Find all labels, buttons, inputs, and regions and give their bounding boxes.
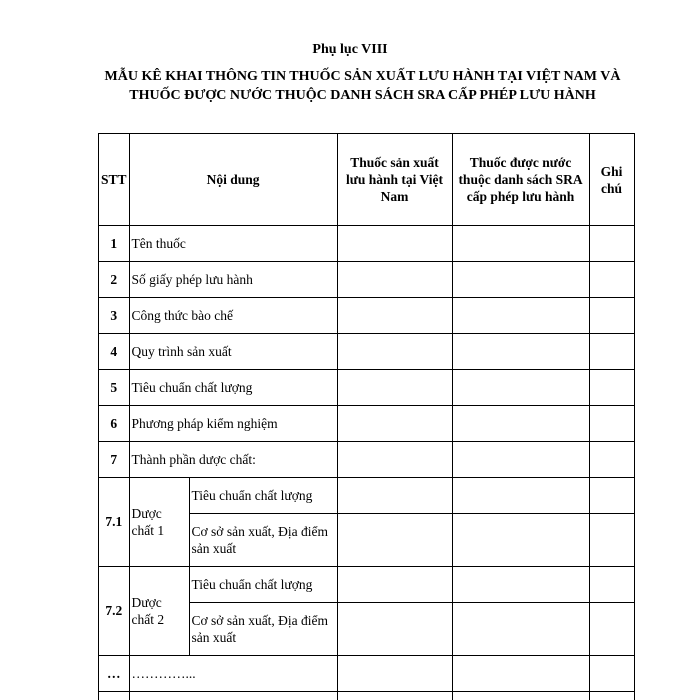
row-number: 1 [99, 226, 130, 262]
note-cell[interactable] [589, 334, 634, 370]
group-name: Dược chất 2 [129, 567, 189, 656]
vietnam-cell[interactable] [337, 478, 452, 514]
vietnam-cell[interactable] [337, 442, 452, 478]
note-cell[interactable] [589, 656, 634, 692]
row-number: … [99, 656, 130, 692]
vietnam-cell[interactable] [337, 514, 452, 567]
table-row [99, 567, 635, 603]
row-number: 6 [99, 406, 130, 442]
group-item: Tiêu chuẩn chất lượng [189, 478, 337, 514]
group-item: Cơ sở sản xuất, Địa điểm sản xuất [189, 603, 337, 656]
table-row [99, 478, 635, 514]
row-number: 3 [99, 298, 130, 334]
table-row [99, 656, 635, 692]
row-content: Tiêu chuẩn chất lượng [129, 370, 337, 406]
row-content: Quy trình sản xuất [129, 334, 337, 370]
header-stt: STT [99, 134, 130, 226]
vietnam-cell[interactable] [337, 226, 452, 262]
note-cell[interactable] [589, 442, 634, 478]
table-row [99, 262, 635, 298]
table-row [99, 370, 635, 406]
note-cell[interactable] [589, 406, 634, 442]
header-vietnam: Thuốc sản xuất lưu hành tại Việt Nam [337, 134, 452, 226]
header-note: Ghi chú [589, 134, 634, 226]
vietnam-cell[interactable] [337, 262, 452, 298]
table-row [99, 226, 635, 262]
group-item: Tiêu chuẩn chất lượng [189, 567, 337, 603]
declaration-table [98, 133, 635, 700]
header-content: Nội dung [129, 134, 337, 226]
note-cell[interactable] [589, 226, 634, 262]
sra-cell[interactable] [452, 603, 589, 656]
row-content [129, 692, 337, 700]
vietnam-cell[interactable] [337, 603, 452, 656]
row-number: 4 [99, 334, 130, 370]
vietnam-cell[interactable] [337, 656, 452, 692]
sra-cell[interactable] [452, 442, 589, 478]
note-cell[interactable] [589, 370, 634, 406]
table-row [99, 334, 635, 370]
note-cell[interactable] [589, 298, 634, 334]
sra-cell[interactable] [452, 298, 589, 334]
row-number [99, 692, 130, 700]
note-cell[interactable] [589, 514, 634, 567]
appendix-label: Phụ lục VIII [312, 42, 388, 57]
header-sra: Thuốc được nước thuộc danh sách SRA cấp phép lưu hành [452, 134, 589, 226]
vietnam-cell[interactable] [337, 370, 452, 406]
group-item: Cơ sở sản xuất, Địa điểm sản xuất [189, 514, 337, 567]
table-row [99, 442, 635, 478]
row-content: Thành phần dược chất: [129, 442, 337, 478]
vietnam-cell[interactable] [337, 567, 452, 603]
table-row [99, 298, 635, 334]
sra-cell[interactable] [452, 692, 589, 700]
row-content: …………... [129, 656, 337, 692]
sra-cell[interactable] [452, 370, 589, 406]
row-content: Công thức bào chế [129, 298, 337, 334]
document-title: MẪU KÊ KHAI THÔNG TIN THUỐC SẢN XUẤT LƯU HÀNH TẠI VIỆT NAM VÀ THUỐC ĐƯỢC NƯỚC THUỘC DANH SÁCH SRA CẤP PHÉP LƯU HÀNH [104, 69, 621, 103]
row-content: Số giấy phép lưu hành [129, 262, 337, 298]
row-number: 7 [99, 442, 130, 478]
sra-cell[interactable] [452, 262, 589, 298]
vietnam-cell[interactable] [337, 692, 452, 700]
header-row [99, 134, 635, 226]
row-number: 5 [99, 370, 130, 406]
note-cell[interactable] [589, 692, 634, 700]
group-name: Dược chất 1 [129, 478, 189, 567]
note-cell[interactable] [589, 478, 634, 514]
table-row [99, 692, 635, 700]
note-cell[interactable] [589, 567, 634, 603]
vietnam-cell[interactable] [337, 334, 452, 370]
table-row [99, 406, 635, 442]
vietnam-cell[interactable] [337, 298, 452, 334]
sra-cell[interactable] [452, 334, 589, 370]
group-number: 7.2 [99, 567, 130, 656]
sra-cell[interactable] [452, 656, 589, 692]
sra-cell[interactable] [452, 514, 589, 567]
sra-cell[interactable] [452, 226, 589, 262]
sra-cell[interactable] [452, 567, 589, 603]
row-content: Tên thuốc [129, 226, 337, 262]
sra-cell[interactable] [452, 406, 589, 442]
group-number: 7.1 [99, 478, 130, 567]
row-content: Phương pháp kiểm nghiệm [129, 406, 337, 442]
note-cell[interactable] [589, 603, 634, 656]
note-cell[interactable] [589, 262, 634, 298]
sra-cell[interactable] [452, 478, 589, 514]
row-number: 2 [99, 262, 130, 298]
vietnam-cell[interactable] [337, 406, 452, 442]
